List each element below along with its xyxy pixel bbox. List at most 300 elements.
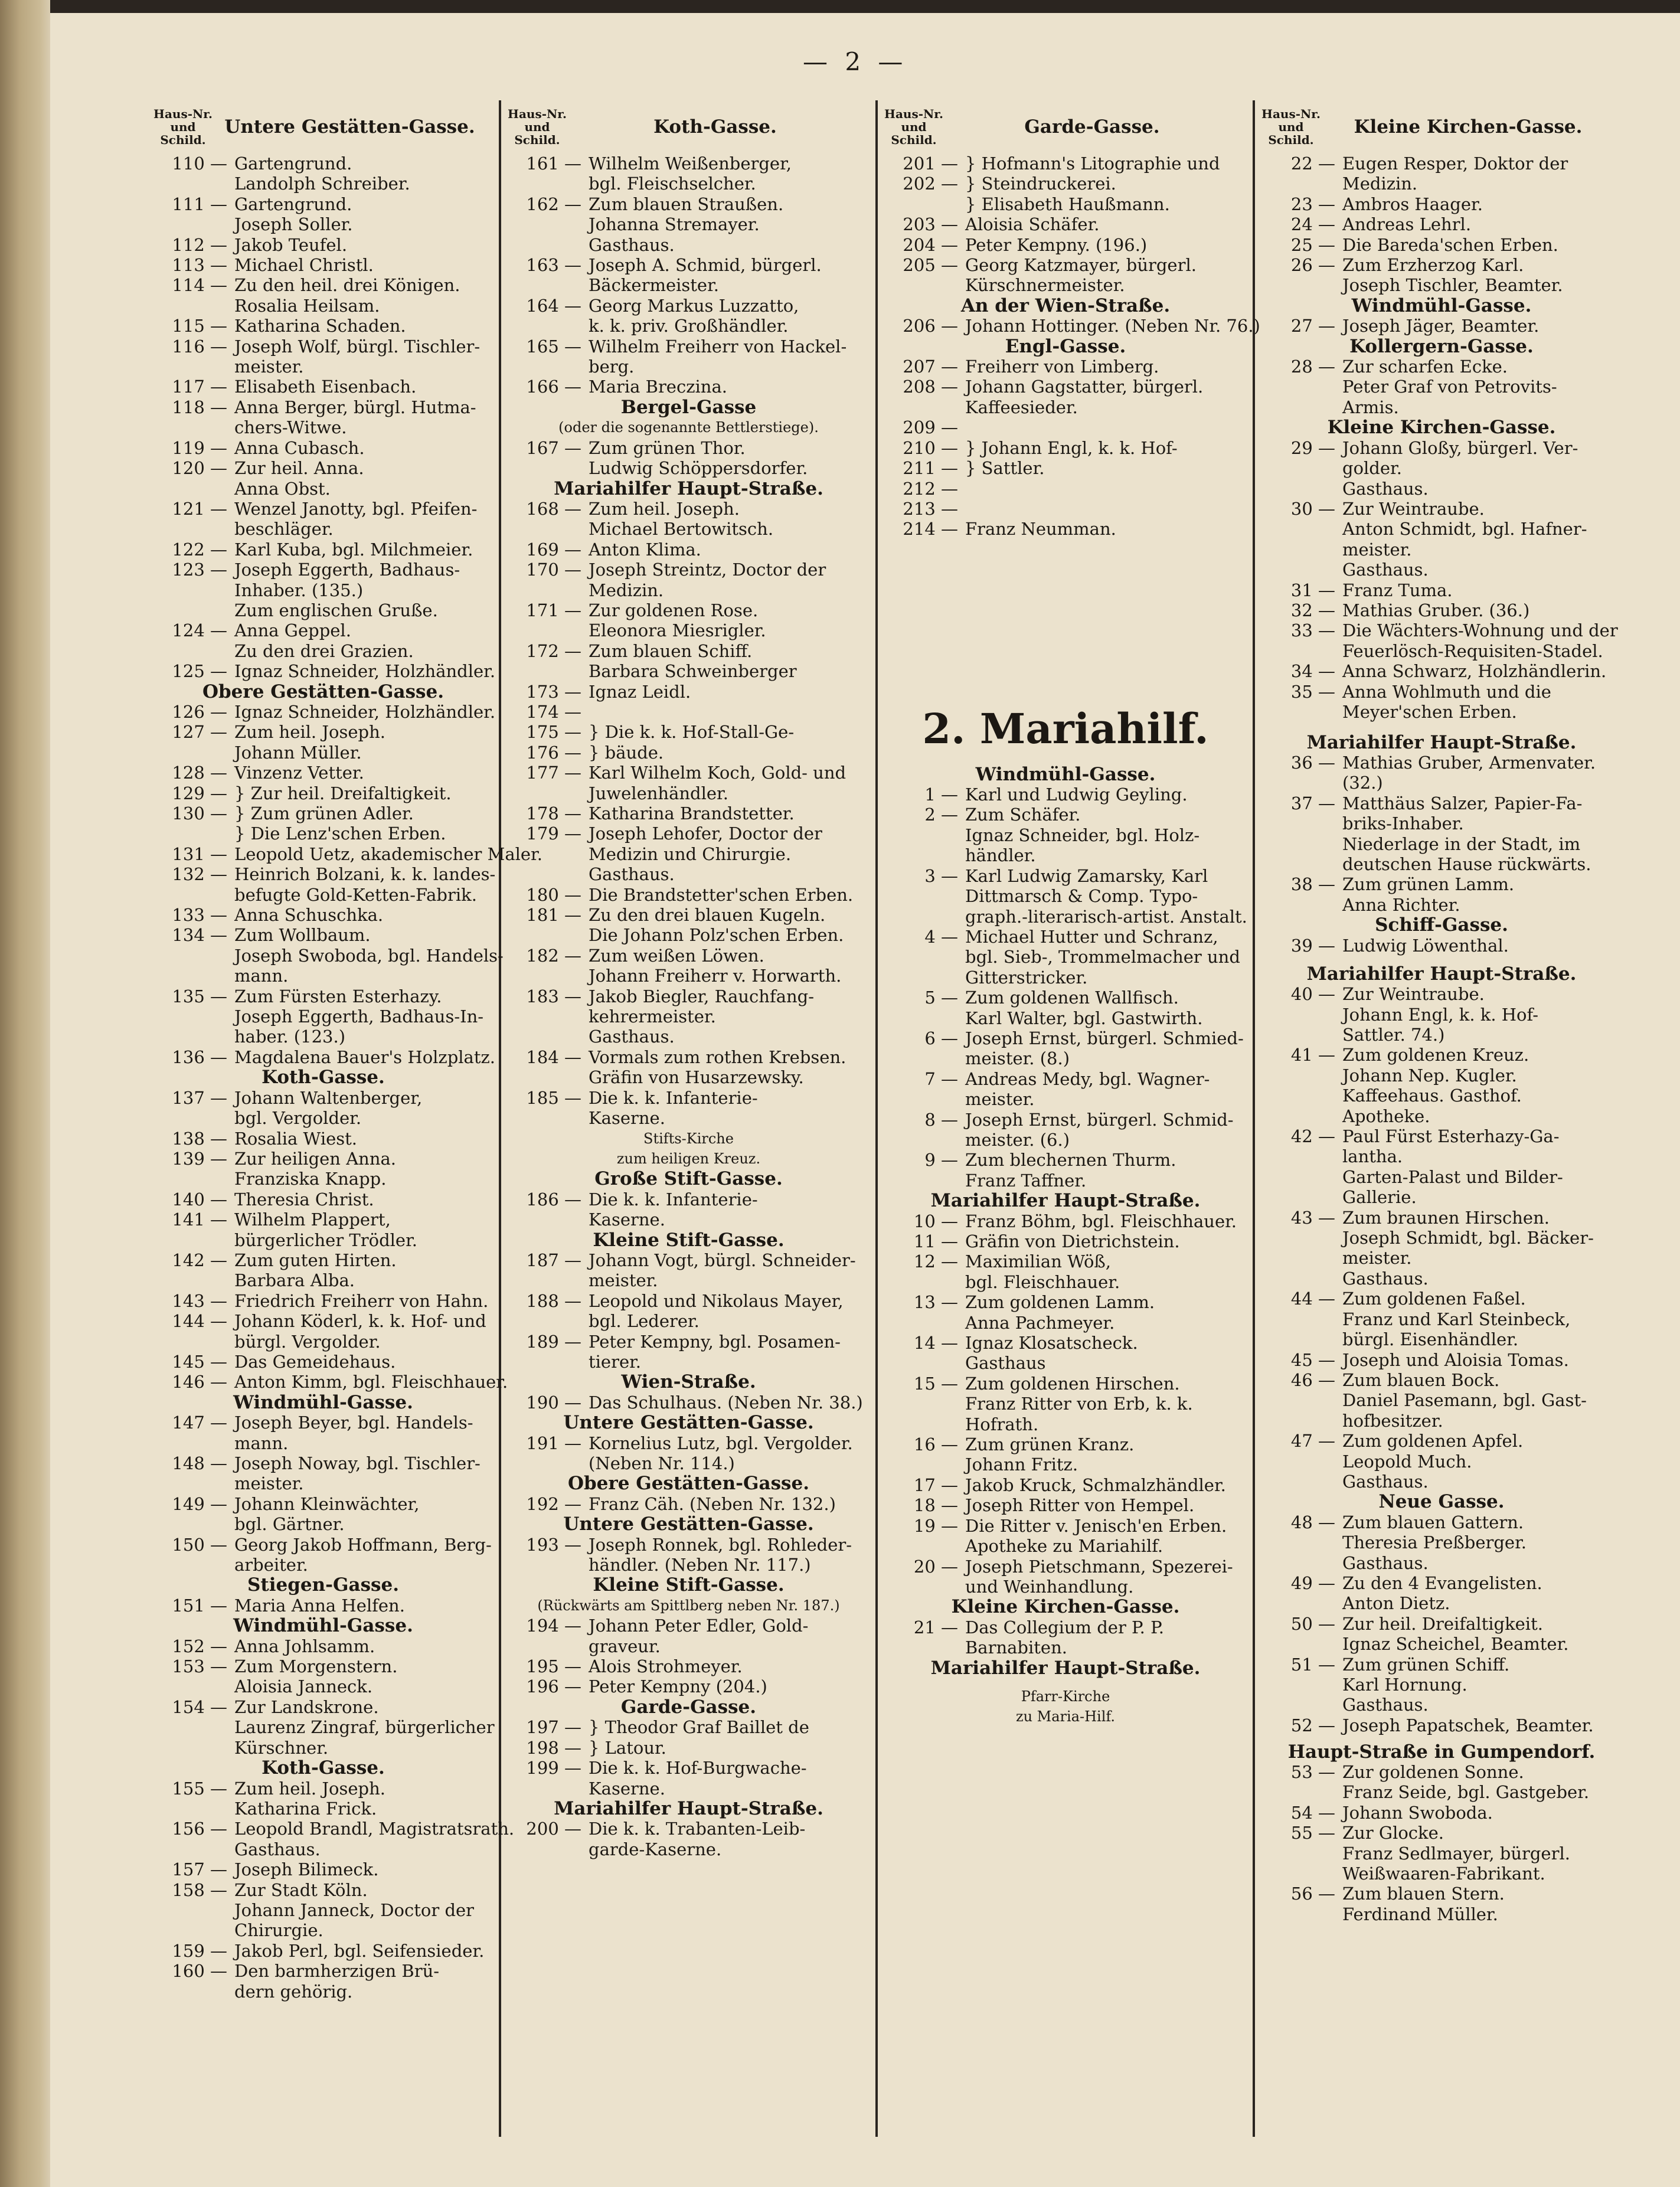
note-line: (Rückwärts am Spittlberg neben Nr. 187.)	[537, 1597, 840, 1614]
directory-entry	[1259, 620, 1625, 640]
house-number: 53 —	[1290, 1761, 1335, 1782]
directory-entry	[1259, 936, 1625, 956]
entry-text: Joseph Noway, bgl. Tischler-	[234, 1453, 481, 1473]
entry-text: Theresia Christ.	[234, 1189, 374, 1209]
entry-text: bgl. Fleischselcher.	[589, 174, 756, 194]
directory-entry	[151, 661, 496, 681]
directory-entry	[1259, 1553, 1625, 1573]
house-number: 147 —	[172, 1413, 227, 1433]
column-header	[151, 100, 496, 153]
directory-entry	[1259, 813, 1625, 833]
directory-entry	[1259, 1269, 1625, 1289]
directory-entry	[151, 1514, 496, 1534]
entry-text: Rosalia Heilsam.	[234, 295, 380, 316]
entry-text: Das Schulhaus. (Neben Nr. 38.)	[589, 1392, 863, 1413]
entry-text: Ambros Haager.	[1342, 194, 1483, 214]
directory-entry	[1259, 1248, 1625, 1268]
directory-entry	[151, 194, 496, 214]
entry-text: Zur Landskrone.	[234, 1696, 379, 1717]
house-number: 165 —	[526, 336, 581, 357]
entry-text: Anna Wohlmuth und die	[1342, 681, 1551, 702]
directory-entry	[1259, 458, 1625, 478]
entry-text: mann.	[234, 966, 289, 986]
directory-entry	[505, 296, 872, 316]
directory-entry	[881, 784, 1250, 805]
entry-text: Zum blauen Gattern.	[1342, 1512, 1524, 1532]
entry-text: graveur.	[589, 1636, 661, 1656]
directory-entry	[505, 661, 872, 681]
directory-entry	[881, 1394, 1250, 1414]
entry-text: bürgl. Eisenhändler.	[1342, 1329, 1519, 1350]
directory-entry	[1259, 753, 1625, 773]
directory-entry	[881, 438, 1250, 458]
entry-text: Weißwaaren-Fabrikant.	[1342, 1863, 1545, 1884]
entry-text: Katharina Schaden.	[234, 316, 406, 336]
directory-entry	[1259, 275, 1625, 295]
directory-entry	[505, 1250, 872, 1270]
entry-text: briks-Inhaber.	[1342, 813, 1464, 834]
directory-entry	[881, 1333, 1250, 1353]
entry-text: Die Wächters-Wohnung und der	[1342, 620, 1618, 641]
directory-entry	[151, 1311, 496, 1331]
entry-text: Zum Erzherzog Karl.	[1342, 255, 1524, 276]
directory-entry	[1259, 1782, 1625, 1802]
entry-text: Johann Engl, k. k. Hof-	[1342, 1004, 1539, 1025]
directory-entry	[1259, 854, 1625, 874]
entry-text: Franz Tuma.	[1342, 580, 1453, 600]
entry-text: Joseph Eggerth, Badhaus-In-	[234, 1006, 484, 1027]
house-number: 136 —	[172, 1047, 227, 1067]
entry-text: meister. (8.)	[965, 1048, 1070, 1069]
house-number: 11 —	[913, 1231, 958, 1251]
directory-entry	[151, 823, 496, 844]
entry-text: Johann Fritz.	[965, 1454, 1078, 1475]
entry-text: Apotheke.	[1342, 1106, 1430, 1126]
entry-text: Zur heil. Anna.	[234, 458, 364, 479]
house-number: 184 —	[526, 1047, 581, 1067]
entry-text: Ignaz Klosatscheck.	[965, 1333, 1138, 1354]
house-number: 137 —	[172, 1087, 227, 1108]
house-number: 176 —	[526, 742, 581, 763]
entry-text: Medizin.	[589, 580, 664, 600]
directory-entry	[505, 519, 872, 539]
entry-text: garde-Kaserne.	[589, 1839, 722, 1859]
directory-entry	[1259, 1655, 1625, 1675]
directory-entry	[505, 1291, 872, 1311]
house-number: 159 —	[172, 1940, 227, 1961]
entry-text: Maria Anna Helfen.	[234, 1595, 405, 1616]
entry-text: Eleonora Miesrigler.	[589, 620, 766, 641]
entry-text: Kornelius Lutz, bgl. Vergolder.	[589, 1433, 853, 1453]
house-number: 52 —	[1290, 1715, 1335, 1735]
entry-text: } Theodor Graf Baillet de	[589, 1717, 809, 1738]
house-number: 198 —	[526, 1737, 581, 1758]
directory-entry	[505, 600, 872, 620]
entry-text: Den barmherzigen Brü-	[234, 1961, 440, 1982]
house-number: 162 —	[526, 194, 581, 214]
entry-text: Zur goldenen Rose.	[589, 600, 759, 620]
directory-entry	[151, 479, 496, 499]
entry-text: Gasthaus.	[1342, 560, 1429, 580]
directory-entry	[505, 925, 872, 945]
directory-entry	[881, 1069, 1250, 1089]
house-number: 46 —	[1290, 1369, 1335, 1390]
directory-entry	[1259, 1106, 1625, 1126]
directory-entry	[505, 966, 872, 986]
house-number: 158 —	[172, 1879, 227, 1900]
entry-text: Aloisia Janneck.	[234, 1676, 373, 1697]
house-number: 118 —	[172, 397, 227, 417]
directory-entry	[1259, 560, 1625, 580]
directory-entry	[1259, 641, 1625, 661]
house-number: 209 —	[903, 417, 958, 438]
house-number: 41 —	[1290, 1045, 1335, 1065]
directory-entry	[505, 438, 872, 458]
directory-entry	[1259, 1573, 1625, 1593]
directory-entry	[1259, 793, 1625, 813]
entry-text: hofbesitzer.	[1342, 1410, 1443, 1431]
directory-entry	[881, 1454, 1250, 1475]
directory-entry	[505, 1494, 872, 1514]
entry-text: Zum guten Hirten.	[234, 1250, 397, 1270]
street-heading: Garde-Gasse.	[1024, 116, 1160, 138]
entry-text: meister.	[234, 357, 304, 377]
directory-entry	[151, 1961, 496, 1981]
house-number: 49 —	[1290, 1573, 1335, 1593]
entry-text: bürgl. Vergolder.	[234, 1331, 381, 1352]
house-number: 192 —	[526, 1493, 581, 1514]
directory-entry	[151, 1209, 496, 1230]
house-number: 21 —	[913, 1617, 958, 1637]
directory-entry	[1259, 1329, 1625, 1349]
entry-text: Johann Freiherr v. Horwarth.	[589, 966, 842, 986]
entry-text: bgl. Sieb-, Trommelmacher und	[965, 947, 1240, 967]
directory-entry	[1259, 1146, 1625, 1166]
house-number: 185 —	[526, 1087, 581, 1108]
directory-entry	[1259, 1512, 1625, 1532]
directory-entry	[505, 946, 872, 966]
entry-text: Zum goldenen Hirschen.	[965, 1373, 1180, 1394]
entry-text: Joseph Wolf, bürgl. Tischler-	[234, 336, 481, 357]
directory-entry	[881, 967, 1250, 988]
directory-entry	[151, 905, 496, 925]
house-number: 212 —	[903, 478, 958, 499]
house-number: 189 —	[526, 1331, 581, 1352]
entry-text: Karl Hornung.	[1342, 1675, 1467, 1695]
street-heading: Koth-Gasse.	[653, 116, 777, 138]
house-number: 181 —	[526, 905, 581, 926]
entry-text: Barbara Schweinberger	[589, 661, 797, 682]
entry-text: Franz Ritter von Erb, k. k.	[965, 1394, 1193, 1414]
column-3	[881, 100, 1260, 2137]
directory-entry	[881, 316, 1260, 336]
directory-entry	[151, 945, 504, 966]
directory-entry	[505, 1616, 872, 1636]
spacer	[1259, 1735, 1625, 1741]
note-line: Stifts-Kirche	[643, 1130, 734, 1147]
house-number: 210 —	[903, 437, 958, 458]
directory-entry	[505, 580, 872, 600]
directory-entry	[151, 1697, 496, 1717]
entry-text: Joseph Swoboda, bgl. Handels-	[234, 945, 504, 966]
house-number: 110 —	[172, 153, 227, 174]
directory-entry	[1259, 397, 1625, 417]
entry-text: Johann Janneck, Doctor der	[234, 1900, 475, 1920]
directory-entry	[505, 560, 872, 580]
entry-text: Karl Kuba, bgl. Milchmeier.	[234, 539, 473, 560]
directory-entry	[505, 1027, 872, 1047]
directory-entry	[881, 866, 1250, 886]
directory-entry	[881, 479, 1250, 499]
directory-entry	[505, 641, 872, 661]
page-number: — 2 —	[803, 47, 908, 76]
house-number: 13 —	[913, 1292, 958, 1313]
directory-entry	[505, 499, 872, 519]
entry-text: Anton Klima.	[589, 539, 701, 560]
entry-text: } Die k. k. Hof-Stall-Ge-	[589, 722, 795, 743]
directory-entry	[881, 886, 1250, 906]
house-number: 31 —	[1290, 580, 1335, 600]
entry-text: Niederlage in der Stadt, im	[1342, 833, 1581, 854]
directory-entry	[151, 966, 496, 986]
house-number: 128 —	[172, 763, 227, 783]
directory-entry	[881, 1495, 1250, 1515]
entry-text: Zum goldenen Kreuz.	[1342, 1045, 1529, 1065]
directory-entry	[1259, 1350, 1625, 1370]
directory-entry	[881, 988, 1250, 1008]
directory-entry	[881, 1292, 1250, 1312]
house-number: 131 —	[172, 844, 227, 864]
entry-text: Anna Obst.	[234, 478, 331, 499]
entry-text: Freiherr von Limberg.	[965, 357, 1159, 377]
directory-entry	[151, 1982, 496, 2002]
house-number: 207 —	[903, 357, 958, 377]
entry-text: } Steindruckerei.	[965, 174, 1116, 194]
directory-entry	[505, 1555, 872, 1575]
house-number: 178 —	[526, 803, 581, 823]
directory-entry	[881, 1130, 1250, 1150]
entry-text: Joseph Ernst, bürgerl. Schmied-	[965, 1028, 1244, 1048]
directory-entry	[881, 235, 1250, 255]
directory-entry	[1259, 153, 1625, 174]
house-number: 166 —	[526, 377, 581, 397]
entry-text: Wilhelm Weißenberger,	[589, 153, 792, 174]
house-number: 139 —	[172, 1148, 227, 1169]
entry-text: Joseph Schmidt, bgl. Bäcker-	[1342, 1228, 1594, 1248]
house-number: 114 —	[172, 275, 227, 296]
directory-entry	[881, 1251, 1250, 1271]
entry-text: Gartengrund.	[234, 153, 352, 174]
directory-entry	[881, 1110, 1250, 1130]
directory-entry	[881, 907, 1250, 927]
entry-text: Kaserne.	[589, 1778, 665, 1799]
entry-text: } Die Lenz'schen Erben.	[234, 823, 446, 844]
entry-text: Zum goldenen Lamm.	[965, 1292, 1155, 1313]
directory-entry	[151, 1149, 496, 1169]
entry-text: Anna Schuschka.	[234, 905, 384, 926]
entry-text: Franz Seide, bgl. Gastgeber.	[1342, 1782, 1590, 1803]
house-number: 33 —	[1290, 620, 1335, 641]
entry-text: Ferdinand Müller.	[1342, 1904, 1498, 1924]
directory-entry	[151, 783, 496, 803]
directory-entry	[151, 296, 496, 316]
house-number: 47 —	[1290, 1431, 1335, 1452]
house-number: 196 —	[526, 1676, 581, 1697]
entry-text: } bäude.	[589, 742, 664, 763]
directory-entry	[151, 214, 496, 234]
house-number: 187 —	[526, 1250, 581, 1270]
directory-entry	[1259, 1614, 1625, 1634]
directory-entry	[505, 702, 872, 722]
entry-text: Gasthaus	[965, 1353, 1046, 1374]
street-heading: Kleine Stift-Gasse.	[593, 1229, 785, 1251]
house-number: 183 —	[526, 986, 581, 1006]
directory-entry	[151, 1332, 496, 1352]
house-number: 8 —	[924, 1109, 958, 1130]
column-header	[505, 100, 872, 153]
entry-text: Georg Markus Luzzatto,	[589, 295, 799, 316]
entry-text: Zur Weintraube.	[1342, 498, 1485, 519]
entry-text: Gasthaus.	[589, 864, 675, 885]
house-number: 182 —	[526, 945, 581, 966]
directory-entry	[881, 1048, 1250, 1068]
directory-entry	[151, 1189, 496, 1209]
house-number-header: Haus-Nr. und Schild.	[1261, 107, 1321, 147]
directory-entry	[1259, 1025, 1625, 1045]
house-number: 22 —	[1290, 153, 1335, 174]
entry-text: Sattler. 74.)	[1342, 1025, 1445, 1045]
directory-entry	[505, 153, 872, 174]
entry-text: Mathias Gruber. (36.)	[1342, 600, 1530, 620]
directory-entry	[881, 397, 1250, 417]
street-heading: Mariahilfer Haupt-Straße.	[554, 1797, 823, 1819]
directory-entry	[1259, 377, 1625, 397]
house-number: 151 —	[172, 1595, 227, 1616]
entry-text: Gasthaus.	[1342, 1695, 1429, 1715]
entry-text: Anna Berger, bürgl. Hutma-	[234, 397, 476, 417]
entry-text: Rosalia Wiest.	[234, 1128, 358, 1149]
house-number: 203 —	[903, 214, 958, 235]
house-number: 186 —	[526, 1189, 581, 1209]
directory-entry	[151, 153, 496, 174]
street-heading: An der Wien-Straße.	[960, 295, 1171, 316]
column-1	[151, 100, 542, 2137]
house-number: 142 —	[172, 1250, 227, 1270]
directory-entry	[505, 1758, 872, 1778]
directory-entry	[151, 986, 496, 1006]
directory-entry	[151, 1494, 496, 1514]
entry-text: Hofrath.	[965, 1414, 1039, 1434]
entry-text: Zur goldenen Sonne.	[1342, 1761, 1524, 1782]
entry-text: Zum blechernen Thurm.	[965, 1150, 1176, 1171]
street-heading: Kleine Stift-Gasse.	[593, 1574, 785, 1596]
directory-entry	[1259, 1634, 1625, 1654]
house-number: 177 —	[526, 763, 581, 783]
entry-text: Zum Schäfer.	[965, 805, 1081, 825]
entry-text: Gallerie.	[1342, 1187, 1417, 1208]
directory-entry	[151, 1636, 496, 1656]
directory-entry	[151, 174, 496, 194]
directory-entry	[1259, 600, 1625, 620]
entry-text: Anton Dietz.	[1342, 1593, 1450, 1614]
house-number: 149 —	[172, 1493, 227, 1514]
house-number: 188 —	[526, 1290, 581, 1311]
directory-entry	[881, 1536, 1250, 1556]
entry-text: Johann Hottinger. (Neben Nr. 76.)	[965, 316, 1260, 336]
entry-text: Maximilian Wöß,	[965, 1251, 1112, 1272]
entry-text: Wenzel Janotty, bgl. Pfeifen-	[234, 498, 478, 519]
directory-entry	[151, 600, 496, 620]
entry-text: Laurenz Zingraf, bürgerlicher	[234, 1717, 495, 1738]
entry-text: Barbara Alba.	[234, 1270, 355, 1291]
directory-entry	[151, 1108, 496, 1128]
directory-entry	[505, 1779, 872, 1799]
house-number: 127 —	[172, 722, 227, 743]
directory-entry	[505, 1189, 872, 1209]
street-heading: Haupt-Straße in Gumpendorf.	[1287, 1741, 1596, 1763]
entry-text: Zum goldenen Faßel.	[1342, 1289, 1526, 1309]
house-number: 200 —	[526, 1819, 581, 1839]
entry-text: Jakob Kruck, Schmalzhändler.	[965, 1475, 1226, 1495]
house-number-header: Haus-Nr. und Schild.	[884, 107, 943, 147]
entry-text: bgl. Fleischhauer.	[965, 1271, 1120, 1292]
entry-text: haber. (123.)	[234, 1027, 346, 1047]
entry-text: Wilhelm Plappert,	[234, 1209, 391, 1230]
entry-text: Die Johann Polz'schen Erben.	[589, 925, 844, 946]
street-heading: Mariahilfer Haupt-Straße.	[930, 1190, 1201, 1212]
entry-text: Andreas Lehrl.	[1342, 214, 1472, 235]
entry-text: Die k. k. Infanterie-	[589, 1087, 758, 1108]
directory-entry	[151, 377, 496, 397]
directory-entry	[1259, 540, 1625, 560]
entry-text: Zum grünen Thor.	[589, 437, 746, 458]
column-4	[1259, 100, 1625, 2137]
entry-text: berg.	[589, 357, 635, 377]
entry-text: Zur heiligen Anna.	[234, 1148, 396, 1169]
directory-entry	[151, 1088, 496, 1108]
house-number: 25 —	[1290, 234, 1335, 255]
entry-text: Joseph Soller.	[234, 214, 353, 235]
entry-text: Zum Fürsten Esterhazy.	[234, 986, 442, 1006]
entry-text: Ignaz Scheichel, Beamter.	[1342, 1634, 1569, 1655]
directory-entry	[505, 1311, 872, 1331]
directory-entry	[1259, 1884, 1625, 1904]
directory-entry	[1259, 479, 1625, 499]
house-number: 144 —	[172, 1311, 227, 1332]
house-number-header: Haus-Nr. und Schild.	[508, 107, 567, 147]
house-number: 120 —	[172, 458, 227, 479]
house-number: 157 —	[172, 1859, 227, 1880]
house-number: 23 —	[1290, 194, 1335, 214]
directory-entry	[151, 255, 496, 275]
house-number: 17 —	[913, 1475, 958, 1495]
directory-entry	[505, 823, 872, 844]
entry-text: Johann Swoboda.	[1342, 1802, 1493, 1823]
entry-text: Daniel Pasemann, bgl. Gast-	[1342, 1390, 1587, 1411]
directory-entry	[1259, 194, 1625, 214]
entry-text: Johann Vogt, bürgl. Schneider-	[589, 1250, 856, 1270]
directory-entry	[505, 1352, 872, 1372]
house-number: 145 —	[172, 1351, 227, 1372]
house-number: 40 —	[1290, 984, 1335, 1005]
house-number: 169 —	[526, 539, 581, 560]
house-number: 45 —	[1290, 1349, 1335, 1370]
directory-entry	[1259, 1045, 1625, 1065]
directory-entry	[151, 1900, 496, 1920]
directory-entry	[881, 357, 1250, 377]
section-title: 2. Mariahilf.	[922, 704, 1209, 753]
note-line: (oder die sogenannte Bettlerstiege).	[558, 419, 819, 436]
